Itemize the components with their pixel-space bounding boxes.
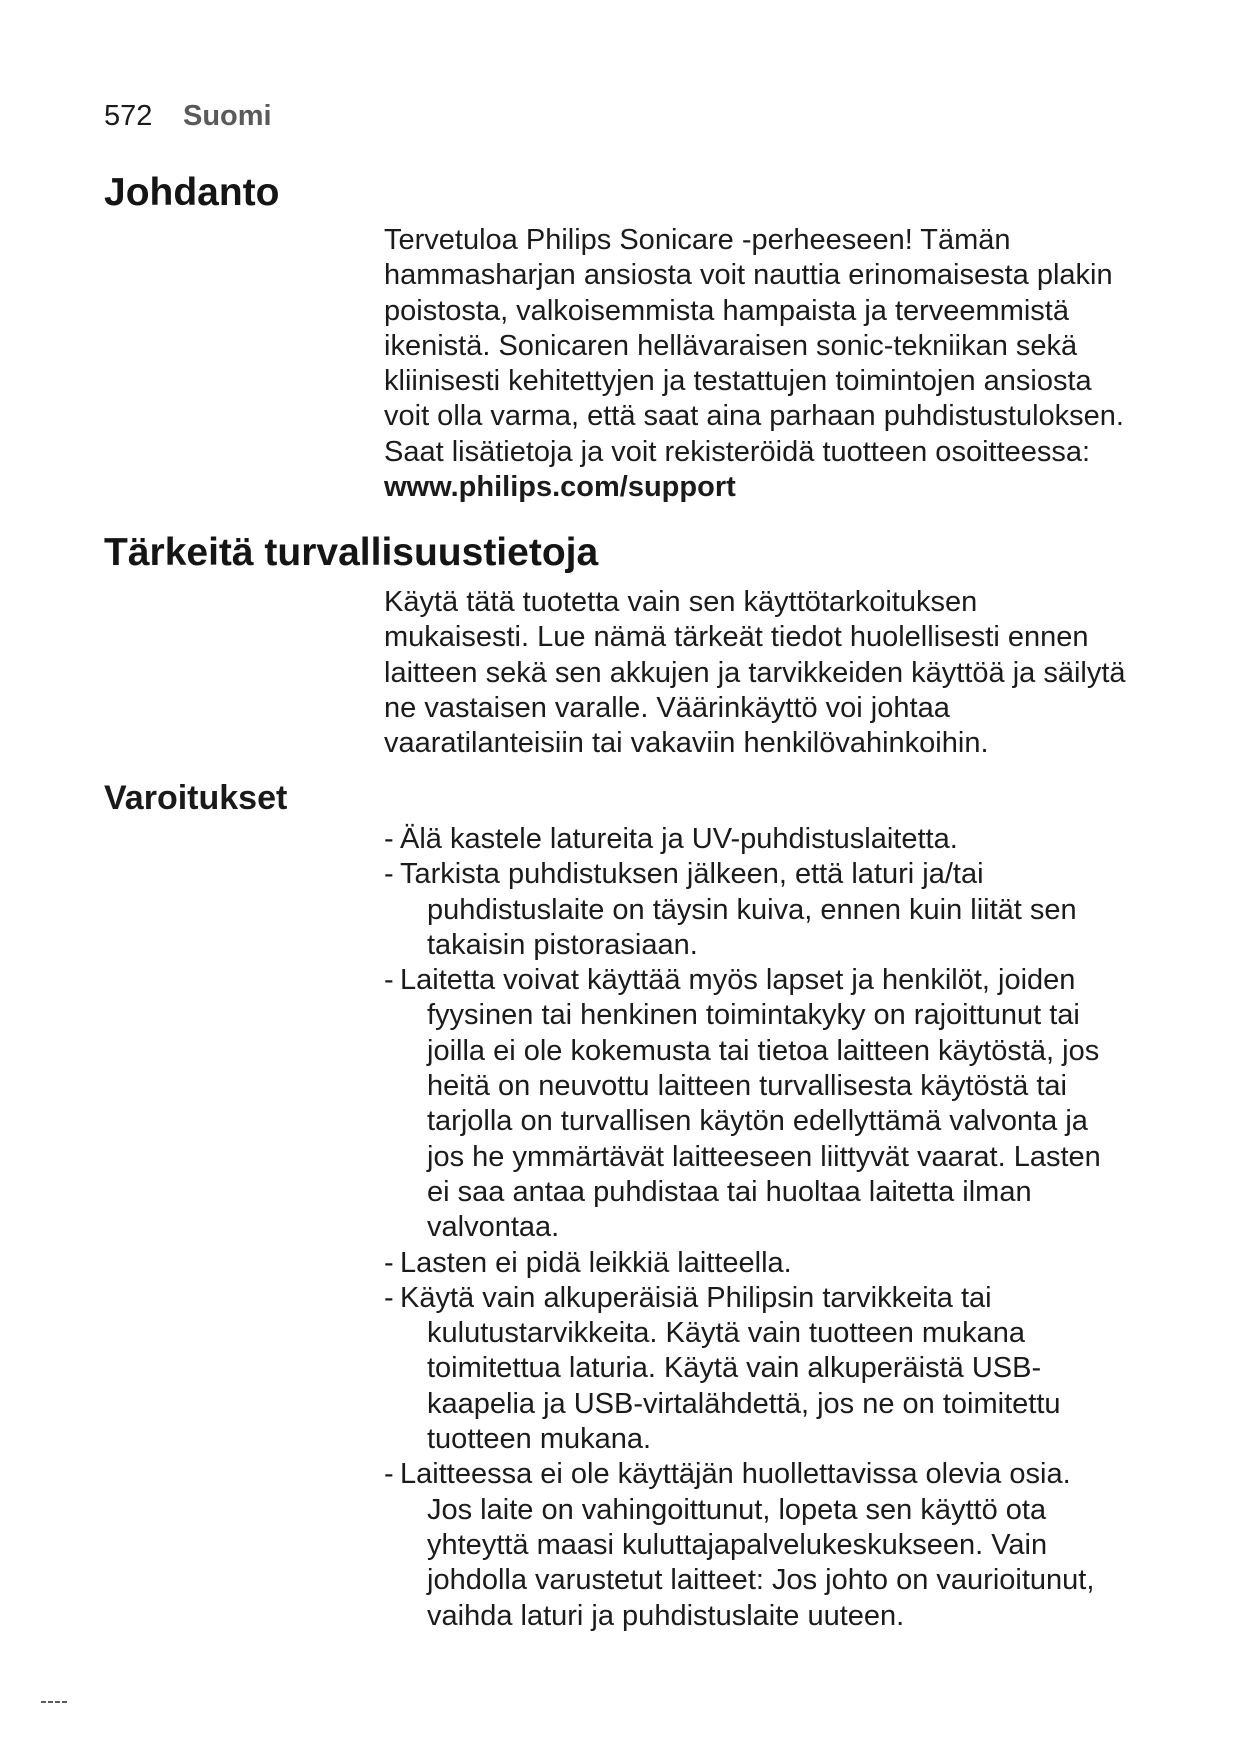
safety-paragraph [384, 585, 1204, 761]
safety-line: mukaisesti. Lue nämä tärkeät tiedot huolellisesti ennen [384, 621, 1089, 654]
bullet-dash: - [384, 1458, 394, 1491]
warning-line: tuotteen mukana. [427, 1423, 652, 1456]
bullet-dash: - [384, 858, 394, 891]
warning-item [384, 963, 1204, 1245]
warning-line [384, 1246, 1204, 1281]
warning-line: takaisin pistorasiaan. [427, 928, 698, 961]
warning-line: kaapelia ja USB-virtalähdettä, jos ne on toimitettu [427, 1387, 1061, 1420]
safety-line: vaaratilanteisiin tai vakaviin henkilövahinkoihin. [384, 727, 989, 760]
bullet-dash: - [384, 1246, 394, 1279]
warning-text: Älä kastele latureita ja UV-puhdistuslaitetta. [400, 823, 958, 855]
warning-line: fyysinen tai henkinen toimintakyky on rajoittunut tai [427, 999, 1080, 1032]
warning-line [384, 1457, 1204, 1492]
intro-line: Tervetuloa Philips Sonicare -perheeseen! Tämän [384, 224, 1011, 256]
support-url: www.philips.com/support [384, 471, 736, 504]
warning-item [384, 1246, 1204, 1281]
warning-line: jos he ymmärtävät laitteeseen liittyvät vaarat. Lasten [427, 1140, 1101, 1173]
intro-line: kliinisesti kehitettyjen ja testattujen toimintojen ansiosta [384, 365, 1092, 398]
warning-text: Lasten ei pidä leikkiä laitteella. [400, 1246, 792, 1279]
scan-mark [41, 1701, 69, 1703]
warning-line: vaihda laturi ja puhdistuslaite uuteen. [427, 1599, 905, 1632]
intro-line: poistosta, valkoisemmista hampaista ja terveemmistä [384, 294, 1069, 327]
warning-line: tarjolla on turvallisen käytön edellyttämä valvonta ja [427, 1105, 1088, 1138]
warning-line: joilla ei ole kokemusta tai tietoa laitteen käytöstä, jos [427, 1034, 1100, 1067]
warning-line: yhteyttä maasi kuluttajapalvelukeskukseen. Vain [427, 1528, 1048, 1561]
warning-line: kulutustarvikkeita. Käytä vain tuotteen mukana [427, 1317, 1026, 1350]
warning-item [384, 822, 1204, 857]
warning-line: toimitettua laturia. Käytä vain alkuperäistä USB- [427, 1352, 1042, 1385]
intro-heading: Johdanto [104, 171, 280, 214]
warning-line: valvontaa. [427, 1211, 560, 1244]
warning-line [384, 963, 1204, 998]
warning-line [384, 1281, 1204, 1316]
warnings-heading: Varoitukset [104, 779, 288, 817]
warning-text: Laitteessa ei ole käyttäjän huollettavissa olevia osia. [400, 1458, 1071, 1491]
intro-line: voit olla varma, että saat aina parhaan puhdistustuloksen. [384, 400, 1124, 433]
warning-line: johdolla varustetut laitteet: Jos johto on vaurioitunut, [427, 1564, 1095, 1597]
page-number: 572 [104, 100, 153, 132]
warning-text: Käytä vain alkuperäisiä Philipsin tarvikkeita tai [400, 1281, 992, 1314]
warning-text: Laitetta voivat käyttää myös lapset ja henkilöt, joiden [400, 964, 1076, 997]
intro-line: ikenistä. Sonicaren hellävaraisen sonic-tekniikan sekä [384, 329, 1078, 362]
warning-line: ei saa antaa puhdistaa tai huoltaa laitetta ilman [427, 1175, 1032, 1208]
warning-item [384, 1457, 1204, 1633]
warning-line: Jos laite on vahingoittunut, lopeta sen käyttö ota [427, 1493, 1047, 1526]
safety-line: Käytä tätä tuotetta vain sen käyttötarkoituksen [384, 586, 978, 618]
bullet-dash: - [384, 823, 394, 855]
safety-heading: Tärkeitä turvallisuustietoja [104, 531, 599, 574]
bullet-dash: - [384, 964, 394, 997]
language-label: Suomi [183, 100, 272, 132]
warning-line [384, 822, 1204, 857]
warning-line [384, 857, 1204, 892]
page-header [104, 98, 404, 134]
safety-line: ne vastaisen varalle. Väärinkäyttö voi johtaa [384, 691, 950, 724]
bullet-dash: - [384, 1281, 394, 1314]
intro-line: Saat lisätietoja ja voit rekisteröidä tuotteen osoitteessa: [384, 435, 1091, 468]
warning-text: Tarkista puhdistuksen jälkeen, että laturi ja/tai [400, 858, 984, 891]
warning-item [384, 857, 1204, 963]
warning-line: puhdistuslaite on täysin kuiva, ennen kuin liität sen [427, 893, 1077, 926]
intro-line: hammasharjan ansiosta voit nauttia erinomaisesta plakin [384, 259, 1113, 292]
intro-paragraph [384, 223, 1204, 505]
warning-line: heitä on neuvottu laitteen turvallisesta käytöstä tai [427, 1070, 1067, 1103]
warnings-list [384, 822, 1204, 1634]
warning-item [384, 1281, 1204, 1457]
safety-line: laitteen sekä sen akkujen ja tarvikkeiden käyttöä ja säilytä [384, 656, 1126, 689]
